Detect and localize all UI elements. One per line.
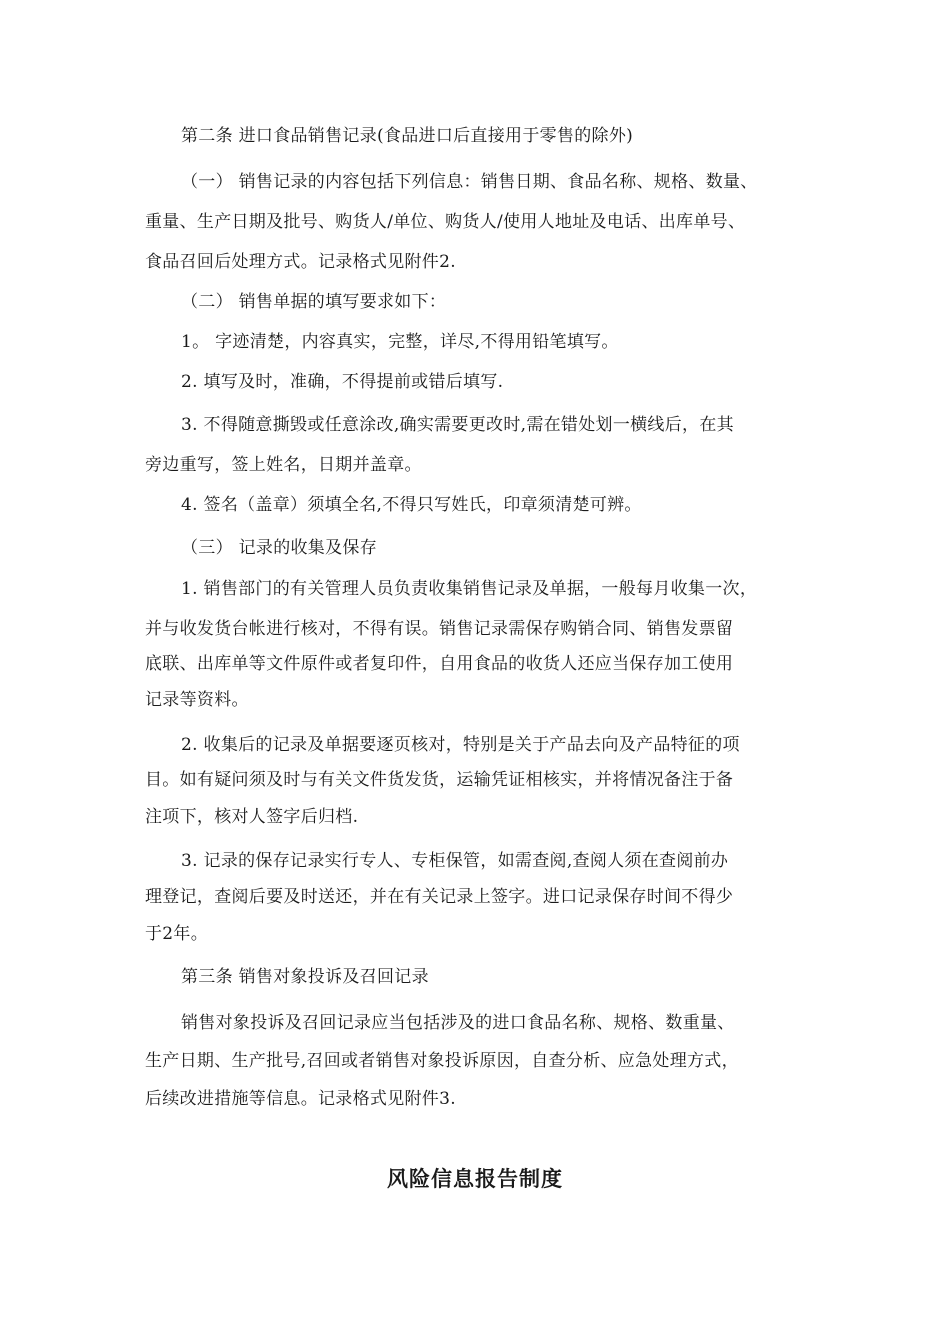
list-item-continuation: 底联、出库单等文件原件或者复印件，自用食品的收货人还应当保存加工使用 bbox=[145, 654, 734, 674]
subsection-heading: （三） 记录的收集及保存 bbox=[181, 538, 378, 558]
list-item: 1. 销售部门的有关管理人员负责收集销售记录及单据，一般每月收集一次， bbox=[181, 579, 758, 599]
list-item-continuation: 于2年。 bbox=[145, 924, 209, 944]
paragraph-line: 后续改进措施等信息。记录格式见附件3. bbox=[145, 1089, 456, 1109]
list-item-continuation: 旁边重写，签上姓名，日期并盖章。 bbox=[145, 455, 422, 475]
list-item: 2. 收集后的记录及单据要逐页核对，特别是关于产品去向及产品特征的项 bbox=[181, 735, 740, 755]
list-item-continuation: 目。如有疑问须及时与有关文件货发货，运输凭证相核实，并将情况备注于备 bbox=[145, 770, 734, 790]
paragraph-line: （一） 销售记录的内容包括下列信息：销售日期、食品名称、规格、数量、 bbox=[181, 172, 758, 192]
paragraph-line: 生产日期、生产批号,召回或者销售对象投诉原因，自查分析、应急处理方式， bbox=[145, 1051, 739, 1071]
list-item-continuation: 注项下，核对人签字后归档. bbox=[145, 807, 359, 827]
article-3-heading: 第三条 销售对象投诉及召回记录 bbox=[181, 967, 429, 987]
subsection-heading: （二） 销售单据的填写要求如下： bbox=[181, 292, 447, 312]
list-item: 3. 不得随意撕毁或任意涂改,确实需要更改时,需在错处划一横线后，在其 bbox=[181, 415, 734, 435]
list-item-continuation: 记录等资料。 bbox=[145, 690, 249, 710]
paragraph-line: 食品召回后处理方式。记录格式见附件2. bbox=[145, 252, 456, 272]
list-item: 2. 填写及时，准确，不得提前或错后填写. bbox=[181, 372, 504, 392]
list-item: 1。 字迹清楚，内容真实，完整，详尽,不得用铅笔填写。 bbox=[181, 332, 619, 352]
paragraph-line: 销售对象投诉及召回记录应当包括涉及的进口食品名称、规格、数重量、 bbox=[181, 1013, 735, 1033]
list-item: 3. 记录的保存记录实行专人、专柜保管，如需查阅,查阅人须在查阅前办 bbox=[181, 851, 729, 871]
section-title: 风险信息报告制度 bbox=[387, 1167, 563, 1191]
article-2-heading: 第二条 进口食品销售记录(食品进口后直接用于零售的除外) bbox=[181, 126, 634, 146]
paragraph-line: 重量、生产日期及批号、购货人/单位、购货人/使用人地址及电话、出库单号、 bbox=[145, 212, 746, 232]
list-item: 4. 签名（盖章）须填全名,不得只写姓氏，印章须清楚可辨。 bbox=[181, 495, 642, 515]
list-item-continuation: 并与收发货台帐进行核对，不得有误。销售记录需保存购销合同、销售发票留 bbox=[145, 619, 734, 639]
list-item-continuation: 理登记，查阅后要及时送还，并在有关记录上签字。进口记录保存时间不得少 bbox=[145, 887, 734, 907]
